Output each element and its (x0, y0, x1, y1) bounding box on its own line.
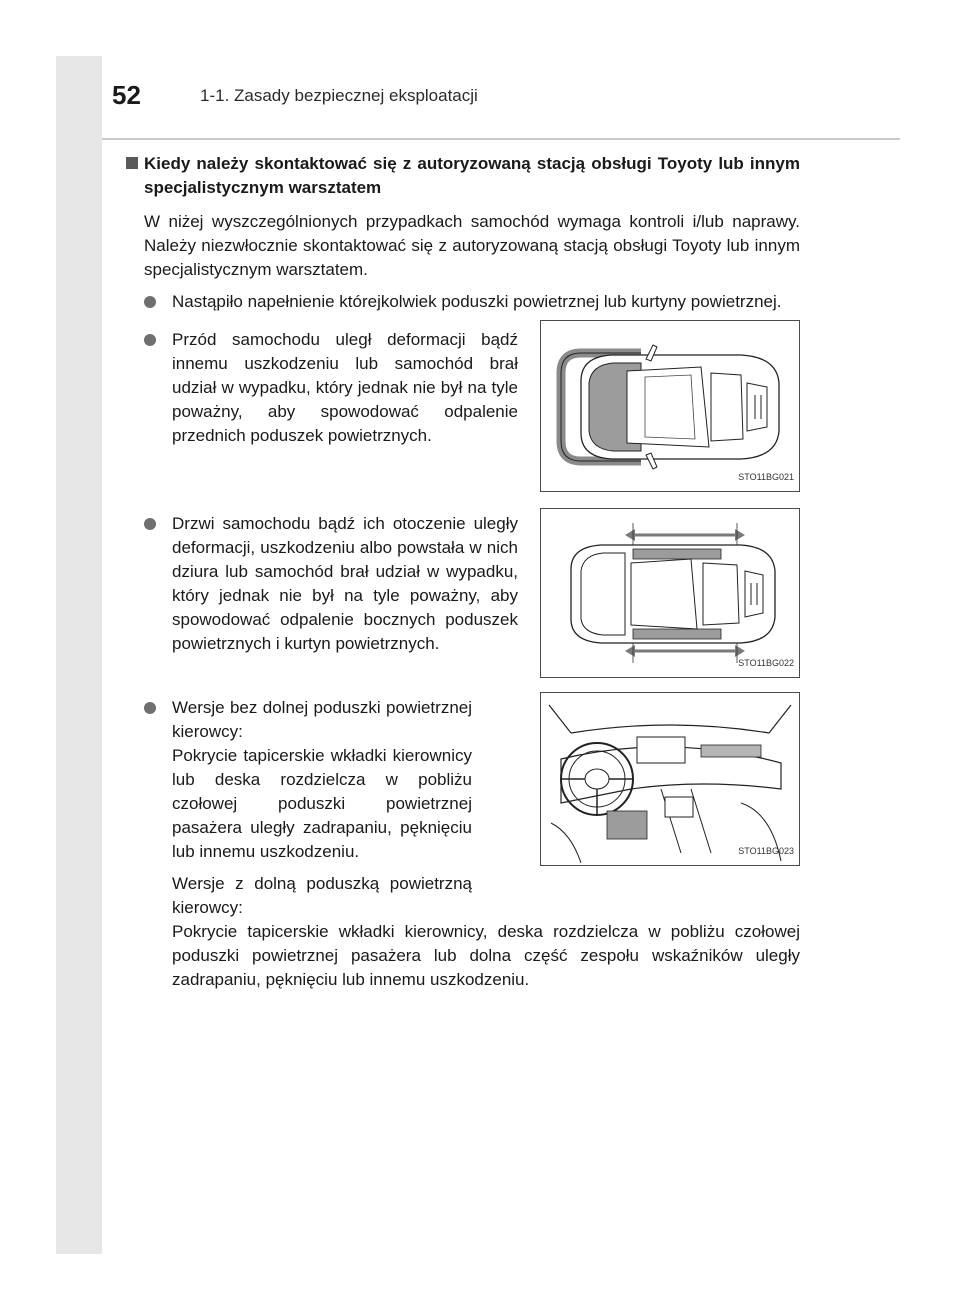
figure-code: STO11BG022 (738, 658, 794, 668)
list-item-detail: Pokrycie tapicerskie wkładki kierownicy, deska rozdzielcza w pobliżu czołowej poduszki powietrznej pasażera lub dolna część zespołu wskaźników uległy zadrapaniu, pęknięciu lub innemu uszkodzeniu. (172, 922, 800, 989)
section-heading-text: Kiedy należy skontaktować się z autoryzowaną stacją obsługi Toyoty lub innym specjalistycznym warsztatem (144, 154, 800, 197)
figure-front-damage (540, 320, 800, 492)
list-item (126, 290, 800, 314)
list-item-text: Nastąpiło napełnienie którejkolwiek poduszki powietrznej lub kurtyny powietrznej. (172, 292, 782, 311)
side-tab-band (56, 56, 102, 1254)
section-heading (126, 152, 800, 200)
list-item (126, 512, 518, 678)
figure-dashboard (540, 692, 800, 866)
round-bullet-icon (144, 296, 156, 308)
list-item (126, 696, 472, 744)
list-item-group (126, 696, 472, 920)
list-item-text: Wersje bez dolnej poduszki powietrznej kierowcy: (172, 698, 472, 741)
figure-code: STO11BG023 (738, 846, 794, 856)
list-item-with-figure (126, 320, 800, 492)
chapter-title: 1-1. Zasady bezpiecznej eksploatacji (200, 86, 478, 105)
figure-side-damage (540, 508, 800, 678)
page-header (102, 56, 900, 140)
figure-code: STO11BG021 (738, 472, 794, 482)
list-item-with-figure (126, 508, 800, 678)
list-item-text: Drzwi samochodu bądź ich otoczenie uległy deformacji, uszkodzeniu albo powstała w nich dziura lub samochód brał udział w wypadku, który jednak nie był na tyle poważny, aby spowodować odpalenie bocznych poduszek powietrznych i kurtyn powietrznych. (172, 514, 518, 653)
list-item-with-figure (126, 692, 800, 920)
round-bullet-icon (144, 334, 156, 346)
square-bullet-icon (126, 157, 138, 169)
list-item-text: Przód samochodu uległ deformacji bądź innemu uszkodzeniu lub samochód brał udział w wypadku, który jednak nie był na tyle poważny, aby spowodować odpalenie przednich poduszek powietrznych. (172, 330, 518, 445)
page-content (126, 152, 800, 992)
section-intro: W niżej wyszczególnionych przypadkach samochód wymaga kontroli i/lub naprawy. Należy niezwłocznie skontaktować się z autoryzowaną stacją obsługi Toyoty lub innym specjalistycznym warsztatem. (144, 212, 800, 279)
header-rule (102, 138, 900, 140)
round-bullet-icon (144, 702, 156, 714)
list-item (126, 328, 518, 492)
list-item-sub-label: Wersje z dolną poduszką powietrzną kierowcy: (172, 874, 472, 917)
page-number: 52 (112, 80, 141, 110)
list-item-detail: Pokrycie tapicerskie wkładki kierownicy lub deska rozdzielcza w pobliżu czołowej poduszki powietrznej pasażera uległy zadrapaniu, pęknięciu lub innemu uszkodzeniu. (172, 746, 472, 861)
round-bullet-icon (144, 518, 156, 530)
